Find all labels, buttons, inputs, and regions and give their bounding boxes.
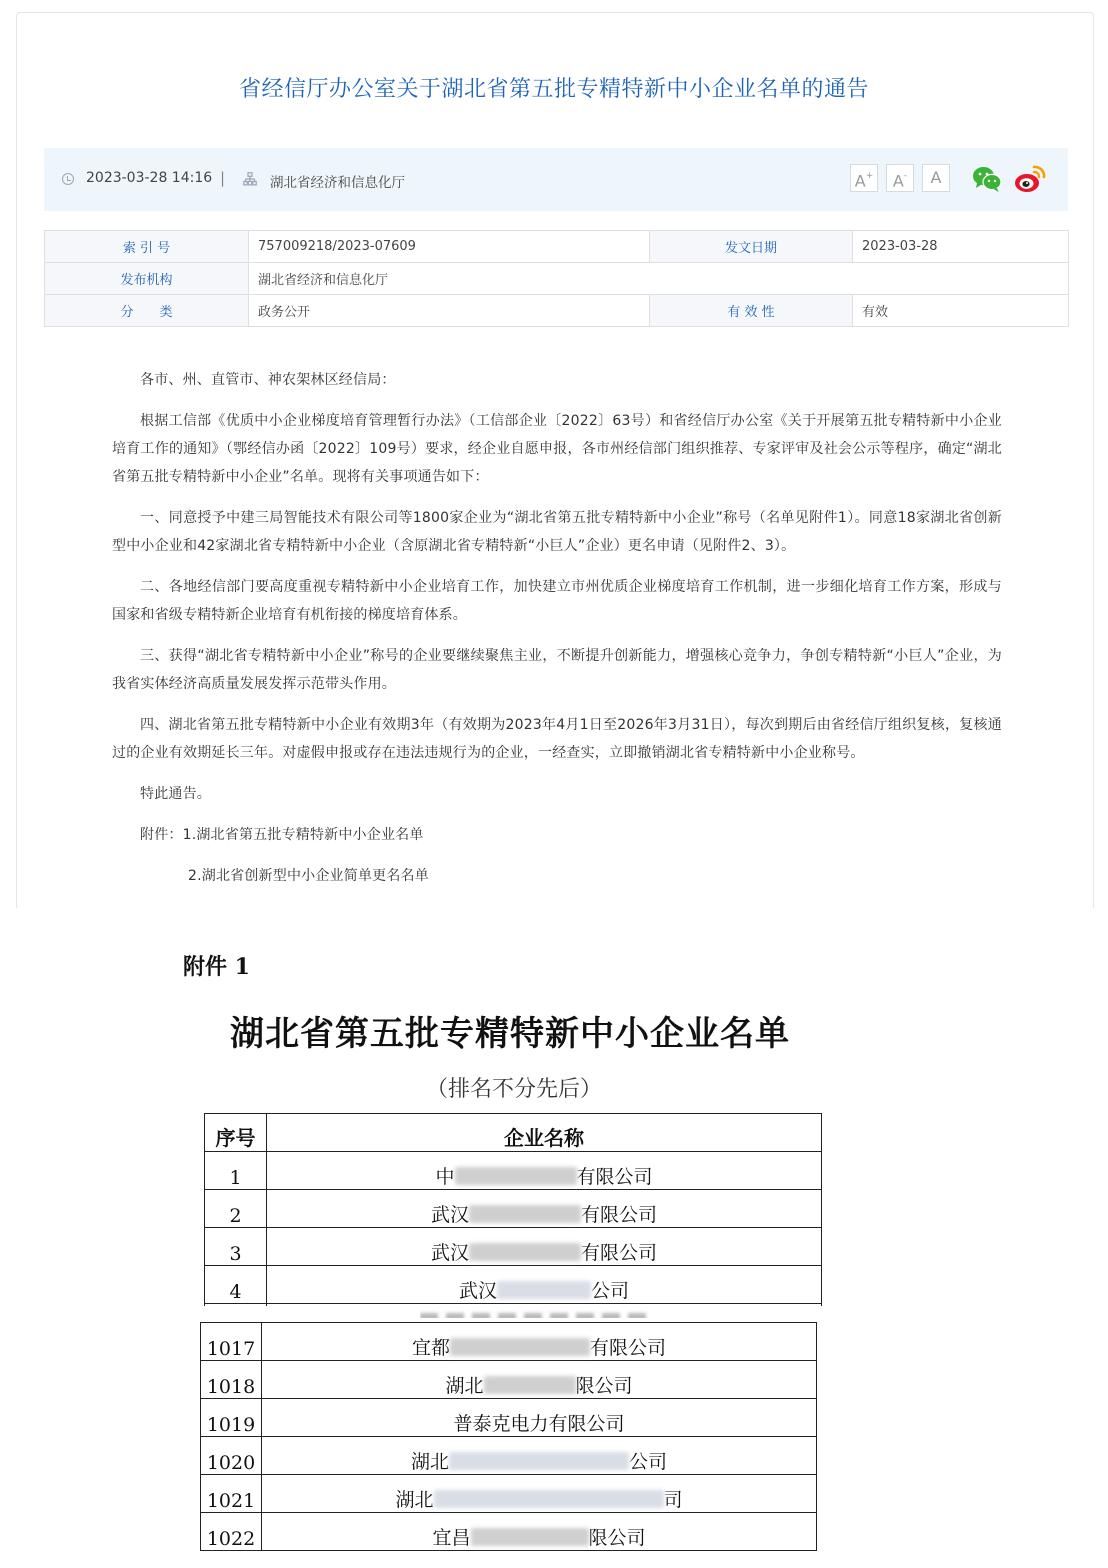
font-decrease-button[interactable]: A- [886,164,914,192]
paragraph-item-4: 四、湖北省第五批专精特新中小企业有效期3年（有效期为2023年4月1日至2026年3月31日），每次到期后由省经信厅组织复核，复核通过的企业有效期延长三年。对虚假申报或存在违法违规行为的企业，一经查实，立即撤销湖北省专精特新中小企业称号。 [112,717,1002,761]
publisher-value: 湖北省经济和信息化厅 [249,263,1069,295]
font-increase-button[interactable]: A+ [850,164,878,192]
redacted-text [434,1490,664,1508]
paragraph-intro: 根据工信部《优质中小企业梯度培育管理暂行办法》（工信部企业〔2022〕63号）和省经信厅办公室《关于开展第五批专精特新中小企业培育工作的通知》（鄂经信办函〔2022〕109号）要求，经企业自愿申报，各市州经信部门组织推荐、专家评审及社会公示等程序，确定“湖北省第五批专精特新中小企业”名单。现将有关事项通告如下： [112,413,1002,485]
table-row [201,1475,817,1513]
issue-date-label: 发文日期 [650,231,853,263]
annex-subtitle: （排名不分先后） [425,1077,602,1102]
column-header-name: 企业名称 [267,1114,822,1152]
paragraph-item-1: 一、同意授予中建三局智能技术有限公司等1800家企业为“湖北省第五批专精特新中小企业”称号（名单见附件1）。同意18家湖北省创新型中小企业和42家湖北省专精特新中小企业（含原湖北省专精特新“小巨人”企业）更名申请（见附件2、3）。 [112,510,1002,554]
validity-label: 有 效 性 [650,295,853,327]
enterprise-table-top [204,1113,822,1306]
row-number: 2 [205,1190,267,1228]
index-number-value: 757009218/2023-07609 [249,231,650,263]
row-number: 1 [205,1152,267,1190]
table-row [201,1361,817,1399]
table-row [205,1266,822,1304]
company-name: 中 有限公司 [267,1152,822,1190]
info-separator: | [220,169,226,187]
index-number-label: 索 引 号 [45,231,249,263]
row-number: 1017 [201,1323,262,1361]
column-header-number: 序号 [205,1114,267,1152]
company-name: 武汉 有限公司 [267,1190,822,1228]
publisher-name: 湖北省经济和信息化厅 [270,175,405,191]
publish-date: 2023-03-28 14:16 [86,170,213,186]
redacted-text [449,1452,629,1470]
paragraph-item-2: 二、各地经信部门要高度重视专精特新中小企业培育工作，加快建立市州优质企业梯度培育工作机制，进一步细化培育工作方案，形成与国家和省级专精特新企业培育有机衔接的梯度培育体系。 [112,579,1002,623]
annex-label: 附件 1 [183,954,250,980]
table-row [205,1190,822,1228]
company-name: 湖北 司 [262,1475,817,1513]
attachment-2-link[interactable]: 2.湖北省创新型中小企业简单更名名单 [188,868,429,884]
redacted-text [469,1243,581,1261]
table-row [201,1513,817,1551]
company-name: 湖北 公司 [262,1437,817,1475]
row-number: 1022 [201,1513,262,1551]
company-name: 武汉 公司 [267,1266,822,1304]
company-name: 宜都 有限公司 [262,1323,817,1361]
validity-value: 有效 [853,295,1069,327]
cut-off-row-fragment [420,1306,690,1318]
row-number: 1019 [201,1399,262,1437]
row-number: 3 [205,1228,267,1266]
table-row [205,1152,822,1190]
redacted-text [469,1205,581,1223]
row-number: 4 [205,1266,267,1304]
redacted-text [455,1167,577,1185]
article-title: 省经信厅办公室关于湖北省第五批专精特新中小企业名单的通告 [238,77,869,102]
publisher-label: 发布机构 [45,263,249,295]
issue-date-value: 2023-03-28 [853,231,1069,263]
table-row [201,1437,817,1475]
company-name: 宜昌 限公司 [262,1513,817,1551]
category-label: 分 类 [45,295,249,327]
company-name: 普泰克电力有限公司 [262,1399,817,1437]
row-number: 1018 [201,1361,262,1399]
redacted-text [484,1376,576,1394]
paragraph-item-3: 三、获得“湖北省专精特新中小企业”称号的企业要继续聚焦主业，不断提升创新能力，增强核心竞争力，争创专精特新“小巨人”企业，为我省实体经济高质量发展发挥示范带头作用。 [112,648,1002,692]
attachment-1-link[interactable]: 附件：1.湖北省第五批专精特新中小企业名单 [140,827,424,843]
company-name: 武汉 有限公司 [267,1228,822,1266]
closing: 特此通告。 [140,786,211,802]
category-value: 政务公开 [249,295,650,327]
redacted-text [471,1528,589,1546]
row-number: 1020 [201,1437,262,1475]
table-row [201,1323,817,1361]
annex-title: 湖北省第五批专精特新中小企业名单 [230,1014,790,1054]
table-row [201,1399,817,1437]
salutation: 各市、州、直管市、神农架林区经信局： [140,372,396,388]
enterprise-table-bottom [200,1322,817,1551]
redacted-text [450,1338,590,1356]
font-reset-button[interactable]: A [922,164,950,192]
redacted-text [497,1281,591,1299]
row-number: 1021 [201,1475,262,1513]
table-row [205,1228,822,1266]
company-name: 湖北 限公司 [262,1361,817,1399]
